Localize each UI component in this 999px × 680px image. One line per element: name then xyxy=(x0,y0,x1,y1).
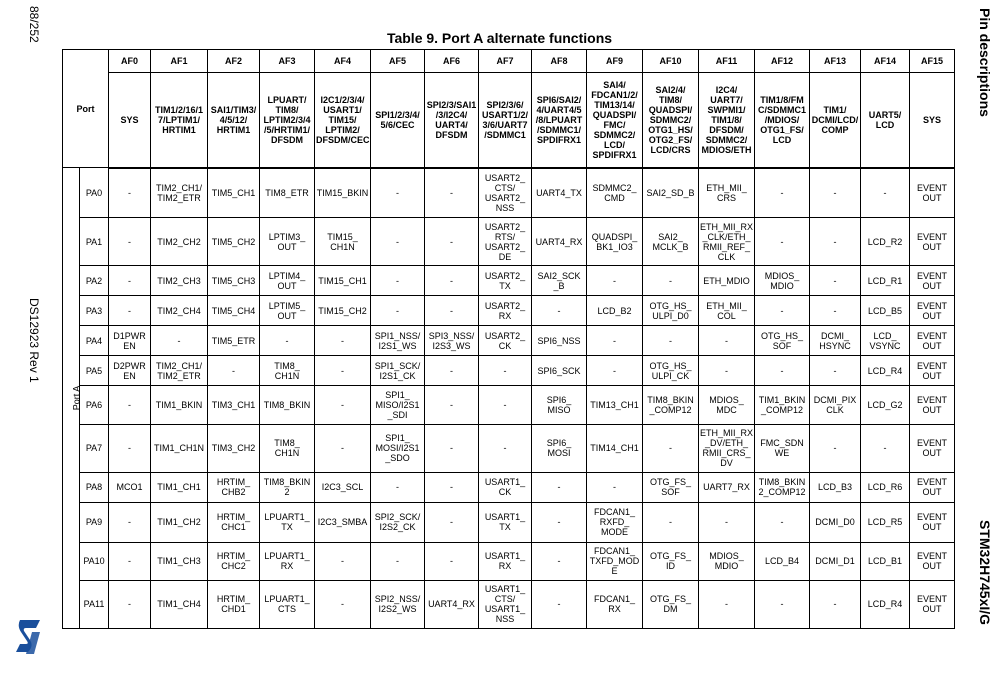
af-cell: USART1_ RX xyxy=(479,542,532,580)
af-cell: EVENT OUT xyxy=(910,326,955,356)
af-cell: - xyxy=(532,502,587,542)
af-cell: EVENT OUT xyxy=(910,542,955,580)
af-cell: TIM15_CH2 xyxy=(315,296,371,326)
af-cell: - xyxy=(532,580,587,628)
af-cell: - xyxy=(151,326,208,356)
af-cell: UART4_RX xyxy=(532,218,587,266)
af-cell: - xyxy=(425,386,479,424)
af-label: AF9 xyxy=(587,50,643,73)
af-cell: - xyxy=(315,326,371,356)
af-cell: MDIOS_ MDIO xyxy=(699,542,755,580)
af-cell: DCMI_D0 xyxy=(810,502,861,542)
af-label: AF8 xyxy=(532,50,587,73)
af-cell: - xyxy=(109,386,151,424)
af-cell: USART2_ CK xyxy=(479,326,532,356)
af-cell: SPI1_ MISO/I2S1 _SDI xyxy=(371,386,425,424)
table-row xyxy=(63,266,955,296)
af-cell: - xyxy=(532,296,587,326)
table-row xyxy=(63,168,955,218)
af-cell: USART1_ CK xyxy=(479,472,532,502)
af-cell: SPI6_SCK xyxy=(532,356,587,386)
af-cell: - xyxy=(532,472,587,502)
af-cell: - xyxy=(425,296,479,326)
af-cell: SDMMC2_ CMD xyxy=(587,168,643,218)
af-cell: - xyxy=(425,472,479,502)
af-cell: TIM2_CH2 xyxy=(151,218,208,266)
table-row xyxy=(63,386,955,424)
af-cell: - xyxy=(861,168,910,218)
af-cell: D2PWR EN xyxy=(109,356,151,386)
af-label: AF13 xyxy=(810,50,861,73)
af-cell: SPI3_NSS/ I2S3_WS xyxy=(425,326,479,356)
af-cell: UART4_RX xyxy=(425,580,479,628)
pin-name: PA8 xyxy=(80,472,109,502)
pin-name: PA3 xyxy=(80,296,109,326)
af-cell: I2C3_SCL xyxy=(315,472,371,502)
section-title: Pin descriptions xyxy=(977,8,993,117)
af-cell: TIM1_CH1 xyxy=(151,472,208,502)
af-cell: EVENT OUT xyxy=(910,218,955,266)
af-header-row xyxy=(63,50,955,73)
af-cell: - xyxy=(810,266,861,296)
af-cell: TIM3_CH2 xyxy=(208,424,260,472)
af-function: TIM1/ DCMI/LCD/ COMP xyxy=(810,73,861,168)
af-cell: TIM5_CH2 xyxy=(208,218,260,266)
af-label: AF15 xyxy=(910,50,955,73)
af-function: SAI1/TIM3/ 4/5/12/ HRTIM1 xyxy=(208,73,260,168)
af-cell: SPI6_ MOSI xyxy=(532,424,587,472)
af-cell: OTG_HS_ ULPI_D0 xyxy=(643,296,699,326)
af-cell: DCMI_ HSYNC xyxy=(810,326,861,356)
af-cell: LCD_B3 xyxy=(810,472,861,502)
af-cell: LCD_G2 xyxy=(861,386,910,424)
af-cell: TIM1_CH2 xyxy=(151,502,208,542)
af-cell: - xyxy=(587,356,643,386)
af-cell: - xyxy=(755,356,810,386)
af-cell: MDIOS_ MDIO xyxy=(755,266,810,296)
af-cell: QUADSPI_ BK1_IO3 xyxy=(587,218,643,266)
st-logo xyxy=(14,618,42,656)
af-function: SYS xyxy=(109,73,151,168)
af-label: AF4 xyxy=(315,50,371,73)
af-cell: D1PWR EN xyxy=(109,326,151,356)
af-function: LPUART/ TIM8/ LPTIM2/3/4 /5/HRTIM1/ DFSDM xyxy=(260,73,315,168)
af-cell: - xyxy=(315,580,371,628)
af-label: AF1 xyxy=(151,50,208,73)
af-cell: OTG_HS_ SOF xyxy=(755,326,810,356)
af-function: SPI6/SAI2/ 4/UART4/5 /8/LPUART /SDMMC1/ SPDIFRX1 xyxy=(532,73,587,168)
af-function: TIM1/8/FM C/SDMMC1 /MDIOS/ OTG1_FS/ LCD xyxy=(755,73,810,168)
af-function: SYS xyxy=(910,73,955,168)
af-cell: - xyxy=(587,266,643,296)
pin-name: PA0 xyxy=(80,168,109,218)
page-number: 88/252 xyxy=(27,6,41,43)
af-cell: - xyxy=(755,502,810,542)
af-label: AF2 xyxy=(208,50,260,73)
af-cell: - xyxy=(371,542,425,580)
af-cell: TIM2_CH4 xyxy=(151,296,208,326)
port-group-cell xyxy=(63,168,80,629)
af-cell: - xyxy=(371,168,425,218)
af-cell: - xyxy=(109,542,151,580)
af-cell: - xyxy=(208,356,260,386)
af-function: UART5/ LCD xyxy=(861,73,910,168)
af-cell: - xyxy=(425,266,479,296)
af-cell: TIM8_BKIN 2_COMP12 xyxy=(755,472,810,502)
af-cell: - xyxy=(371,218,425,266)
af-cell: USART2_ RX xyxy=(479,296,532,326)
af-cell: USART2_ CTS/ USART2_ NSS xyxy=(479,168,532,218)
af-cell: - xyxy=(479,386,532,424)
af-cell: - xyxy=(699,326,755,356)
table-title: Table 9. Port A alternate functions xyxy=(386,30,613,46)
af-cell: FDCAN1_ RX xyxy=(587,580,643,628)
af-cell: UART4_TX xyxy=(532,168,587,218)
af-cell: - xyxy=(109,424,151,472)
af-cell: SPI1_SCK/ I2S1_CK xyxy=(371,356,425,386)
af-cell: HRTIM_ CHC2 xyxy=(208,542,260,580)
pin-name: PA2 xyxy=(80,266,109,296)
table-row xyxy=(63,326,955,356)
af-cell: LCD_R2 xyxy=(861,218,910,266)
af-cell: - xyxy=(643,266,699,296)
af-cell: - xyxy=(479,356,532,386)
af-cell: ETH_MDIO xyxy=(699,266,755,296)
af-cell: LCD_ VSYNC xyxy=(861,326,910,356)
af-cell: EVENT OUT xyxy=(910,424,955,472)
af-cell: LCD_B5 xyxy=(861,296,910,326)
af-label: AF11 xyxy=(699,50,755,73)
af-cell: LPUART1_ TX xyxy=(260,502,315,542)
af-cell: LCD_B2 xyxy=(587,296,643,326)
af-cell: - xyxy=(425,168,479,218)
af-cell: TIM13_CH1 xyxy=(587,386,643,424)
af-cell: - xyxy=(479,424,532,472)
table-row xyxy=(63,502,955,542)
alternate-functions-table xyxy=(62,49,955,629)
af-cell: - xyxy=(532,542,587,580)
af-cell: LCD_R5 xyxy=(861,502,910,542)
af-cell: USART1_ CTS/ USART1_ NSS xyxy=(479,580,532,628)
af-cell: - xyxy=(260,326,315,356)
table-row xyxy=(63,218,955,266)
af-cell: OTG_FS_ SOF xyxy=(643,472,699,502)
pin-name: PA5 xyxy=(80,356,109,386)
pin-name: PA6 xyxy=(80,386,109,424)
af-cell: ETH_MII_RX _DV/ETH_ RMII_CRS_ DV xyxy=(699,424,755,472)
af-label: AF6 xyxy=(425,50,479,73)
function-header-row xyxy=(63,73,955,168)
af-cell: EVENT OUT xyxy=(910,168,955,218)
af-cell: - xyxy=(109,266,151,296)
af-cell: TIM2_CH3 xyxy=(151,266,208,296)
af-cell: OTG_FS_ ID xyxy=(643,542,699,580)
af-label: AF10 xyxy=(643,50,699,73)
af-cell: EVENT OUT xyxy=(910,580,955,628)
af-cell: - xyxy=(371,472,425,502)
pin-name: PA10 xyxy=(80,542,109,580)
pin-name: PA9 xyxy=(80,502,109,542)
af-cell: ETH_MII_ COL xyxy=(699,296,755,326)
port-header: Port xyxy=(63,50,109,168)
af-cell: LCD_R4 xyxy=(861,356,910,386)
af-function: TIM1/2/16/1 7/LPTIM1/ HRTIM1 xyxy=(151,73,208,168)
af-cell: - xyxy=(755,580,810,628)
af-cell: - xyxy=(109,218,151,266)
af-cell: - xyxy=(643,424,699,472)
af-cell: - xyxy=(699,502,755,542)
af-cell: - xyxy=(425,424,479,472)
af-cell: - xyxy=(109,168,151,218)
af-cell: FDCAN1_ RXFD_ MODE xyxy=(587,502,643,542)
af-cell: TIM8_ CH1N xyxy=(260,356,315,386)
af-cell: - xyxy=(315,356,371,386)
af-cell: - xyxy=(810,424,861,472)
af-cell: TIM1_BKIN xyxy=(151,386,208,424)
af-cell: SPI6_NSS xyxy=(532,326,587,356)
af-cell: DCMI_PIX CLK xyxy=(810,386,861,424)
af-cell: DCMI_D1 xyxy=(810,542,861,580)
af-cell: EVENT OUT xyxy=(910,356,955,386)
af-function: SAI4/ FDCAN1/2/ TIM13/14/ QUADSPI/ FMC/ SDMMC2/ LCD/ SPDIFRX1 xyxy=(587,73,643,168)
af-cell: - xyxy=(643,326,699,356)
af-cell: - xyxy=(755,218,810,266)
af-cell: TIM1_CH4 xyxy=(151,580,208,628)
document-reference: DS12923 Rev 1 xyxy=(27,298,41,383)
table-row xyxy=(63,356,955,386)
af-cell: - xyxy=(755,296,810,326)
pin-name: PA4 xyxy=(80,326,109,356)
af-cell: - xyxy=(587,326,643,356)
pin-name: PA7 xyxy=(80,424,109,472)
part-number: STM32H745xI/G xyxy=(977,520,993,626)
af-cell: TIM1_BKIN _COMP12 xyxy=(755,386,810,424)
af-cell: TIM8_BKIN xyxy=(260,386,315,424)
af-cell: TIM5_CH1 xyxy=(208,168,260,218)
pin-name: PA1 xyxy=(80,218,109,266)
af-cell: I2C3_SMBA xyxy=(315,502,371,542)
af-cell: LPTIM4_ OUT xyxy=(260,266,315,296)
af-cell: - xyxy=(699,356,755,386)
af-function: I2C4/ UART7/ SWPMI1/ TIM1/8/ DFSDM/ SDMMC2/ MDIOS/ETH xyxy=(699,73,755,168)
af-cell: - xyxy=(315,424,371,472)
table-row xyxy=(63,424,955,472)
af-cell: TIM5_CH4 xyxy=(208,296,260,326)
af-cell: FDCAN1_ TXFD_MOD E xyxy=(587,542,643,580)
af-cell: TIM5_CH3 xyxy=(208,266,260,296)
af-cell: - xyxy=(810,218,861,266)
port-group-label: Port A xyxy=(71,385,82,411)
af-cell: USART2_ TX xyxy=(479,266,532,296)
af-cell: TIM1_CH1N xyxy=(151,424,208,472)
af-cell: TIM5_ETR xyxy=(208,326,260,356)
table-row xyxy=(63,472,955,502)
af-cell: - xyxy=(810,580,861,628)
af-cell: - xyxy=(109,502,151,542)
af-cell: - xyxy=(861,424,910,472)
af-cell: - xyxy=(755,168,810,218)
af-cell: - xyxy=(315,386,371,424)
af-cell: USART2_ RTS/ USART2_ DE xyxy=(479,218,532,266)
table-row xyxy=(63,542,955,580)
af-cell: TIM14_CH1 xyxy=(587,424,643,472)
af-cell: LPUART1_ RX xyxy=(260,542,315,580)
af-cell: - xyxy=(371,266,425,296)
af-cell: LPTIM5_ OUT xyxy=(260,296,315,326)
pin-name: PA11 xyxy=(80,580,109,628)
table-body xyxy=(63,168,955,629)
af-cell: UART7_RX xyxy=(699,472,755,502)
af-cell: ETH_MII_ CRS xyxy=(699,168,755,218)
af-function: SAI2/4/ TIM8/ QUADSPI/ SDMMC2/ OTG1_HS/ OTG2_FS/ LCD/CRS xyxy=(643,73,699,168)
af-cell: SPI6_ MISO xyxy=(532,386,587,424)
af-cell: HRTIM_ CHD1 xyxy=(208,580,260,628)
af-cell: TIM3_CH1 xyxy=(208,386,260,424)
af-cell: - xyxy=(425,218,479,266)
af-cell: OTG_FS_ DM xyxy=(643,580,699,628)
af-cell: - xyxy=(587,472,643,502)
af-cell: TIM2_CH1/ TIM2_ETR xyxy=(151,356,208,386)
af-cell: - xyxy=(699,580,755,628)
af-cell: SPI1_NSS/ I2S1_WS xyxy=(371,326,425,356)
af-cell: LPTIM3_ OUT xyxy=(260,218,315,266)
af-cell: TIM8_ETR xyxy=(260,168,315,218)
af-cell: TIM15_CH1 xyxy=(315,266,371,296)
af-function: SPI2/3/SAI1 /3/I2C4/ UART4/ DFSDM xyxy=(425,73,479,168)
af-cell: USART1_ TX xyxy=(479,502,532,542)
af-cell: MDIOS_ MDC xyxy=(699,386,755,424)
af-cell: EVENT OUT xyxy=(910,296,955,326)
af-cell: SPI2_SCK/ I2S2_CK xyxy=(371,502,425,542)
af-cell: TIM15_ CH1N xyxy=(315,218,371,266)
af-label: AF3 xyxy=(260,50,315,73)
af-cell: SPI1_ MOSI/I2S1 _SDO xyxy=(371,424,425,472)
af-cell: SAI2_SD_B xyxy=(643,168,699,218)
af-cell: TIM8_BKIN 2 xyxy=(260,472,315,502)
af-cell: LCD_R4 xyxy=(861,580,910,628)
af-cell: SAI2_ MCLK_B xyxy=(643,218,699,266)
af-cell: TIM8_ CH1N xyxy=(260,424,315,472)
table-row xyxy=(63,580,955,628)
af-cell: - xyxy=(315,542,371,580)
af-label: AF12 xyxy=(755,50,810,73)
af-cell: OTG_HS_ ULPI_CK xyxy=(643,356,699,386)
af-cell: - xyxy=(371,296,425,326)
af-cell: - xyxy=(643,502,699,542)
af-label: AF7 xyxy=(479,50,532,73)
af-cell: FMC_SDN WE xyxy=(755,424,810,472)
af-cell: MCO1 xyxy=(109,472,151,502)
af-cell: LPUART1_ CTS xyxy=(260,580,315,628)
af-cell: EVENT OUT xyxy=(910,266,955,296)
af-cell: SPI2_NSS/ I2S2_WS xyxy=(371,580,425,628)
af-cell: HRTIM_ CHB2 xyxy=(208,472,260,502)
af-cell: LCD_R1 xyxy=(861,266,910,296)
af-cell: SAI2_SCK _B xyxy=(532,266,587,296)
af-cell: LCD_R6 xyxy=(861,472,910,502)
af-label: AF5 xyxy=(371,50,425,73)
af-label: AF14 xyxy=(861,50,910,73)
af-cell: ETH_MII_RX _CLK/ETH_ RMII_REF_ CLK xyxy=(699,218,755,266)
af-function: I2C1/2/3/4/ USART1/ TIM15/ LPTIM2/ DFSDM/CEC xyxy=(315,73,371,168)
af-cell: TIM1_CH3 xyxy=(151,542,208,580)
table-row xyxy=(63,296,955,326)
af-cell: TIM15_BKIN xyxy=(315,168,371,218)
af-cell: - xyxy=(810,356,861,386)
af-cell: - xyxy=(425,542,479,580)
af-cell: - xyxy=(109,296,151,326)
af-function: SPI1/2/3/4/ 5/6/CEC xyxy=(371,73,425,168)
af-cell: - xyxy=(425,356,479,386)
af-label: AF0 xyxy=(109,50,151,73)
af-cell: - xyxy=(810,296,861,326)
af-cell: LCD_B1 xyxy=(861,542,910,580)
af-function: SPI2/3/6/ USART1/2/ 3/6/UART7 /SDMMC1 xyxy=(479,73,532,168)
af-cell: - xyxy=(109,580,151,628)
af-cell: LCD_B4 xyxy=(755,542,810,580)
af-cell: - xyxy=(425,502,479,542)
af-cell: TIM2_CH1/ TIM2_ETR xyxy=(151,168,208,218)
af-cell: EVENT OUT xyxy=(910,502,955,542)
af-cell: EVENT OUT xyxy=(910,386,955,424)
af-cell: TIM8_BKIN _COMP12 xyxy=(643,386,699,424)
af-cell: - xyxy=(810,168,861,218)
af-cell: EVENT OUT xyxy=(910,472,955,502)
af-cell: HRTIM_ CHC1 xyxy=(208,502,260,542)
